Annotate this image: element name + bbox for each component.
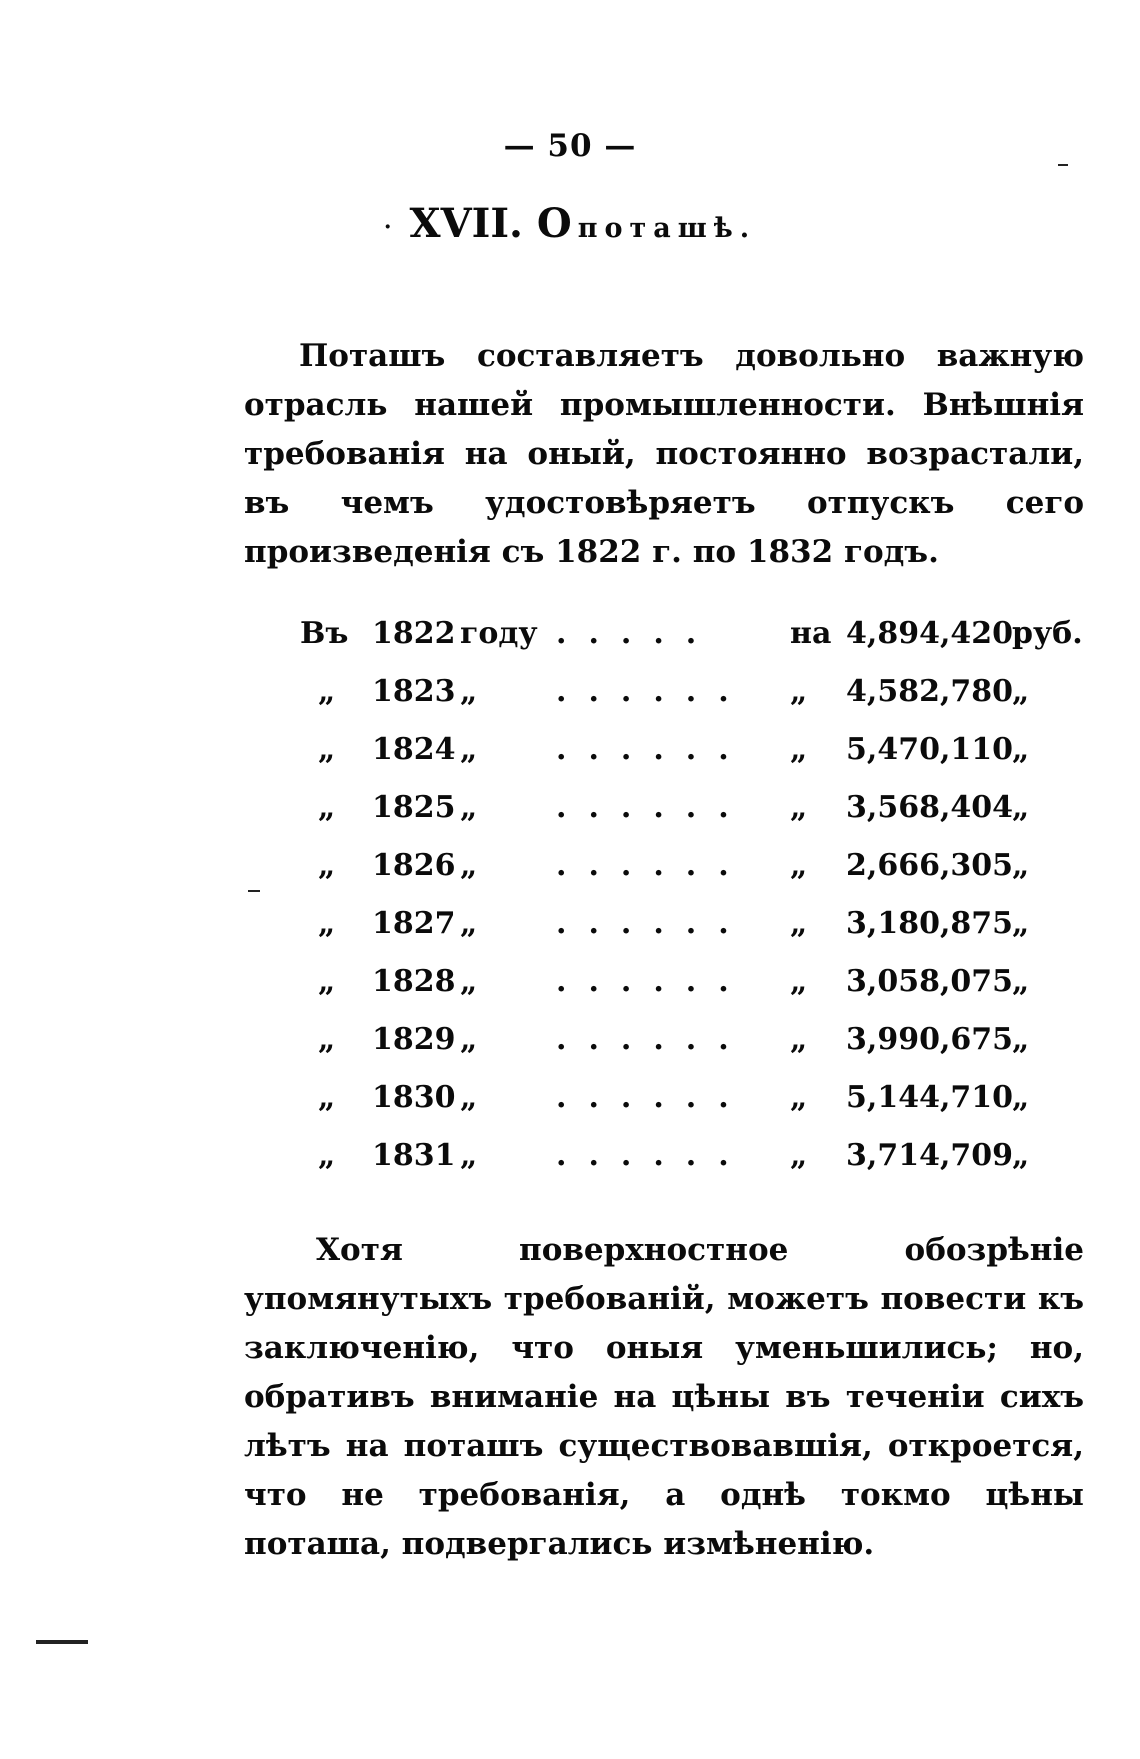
chapter-title [0, 200, 1140, 247]
row-year: 1824 [372, 732, 456, 767]
ditto-mark: „ [790, 964, 808, 999]
row-amount: 5,470,110 [846, 732, 1014, 767]
row-amount: 2,666,305 [846, 848, 1014, 883]
chapter-numeral: XVII. [409, 200, 523, 247]
ditto-mark: „ [318, 906, 336, 941]
ditto-mark: „ [790, 790, 808, 825]
exports-table [0, 616, 1140, 1196]
ditto-mark: „ [1012, 732, 1030, 767]
ditto-mark: „ [1012, 674, 1030, 709]
table-row [0, 616, 1140, 666]
ditto-mark: „ [318, 1138, 336, 1173]
row-leader-dots: ...... [556, 964, 751, 999]
page-number: — 50 — [503, 128, 637, 164]
row-year: 1825 [372, 790, 456, 825]
ditto-mark: „ [318, 1022, 336, 1057]
ditto-mark: „ [790, 1138, 808, 1173]
table-row [0, 1080, 1140, 1130]
row-leader-dots: ...... [556, 790, 751, 825]
table-row [0, 674, 1140, 724]
conclusion-paragraph: Хотя поверхностное обозрѣніе упомянутыхъ требованій, можетъ повести къ заключенію, что оныя уменьшились; но, обративъ вниманіе на цѣны въ теченіи сихъ лѣтъ на поташъ существовавшія, откроется, что не требованія, а однѣ токмо цѣны поташа, подвергались измѣненію. [244, 1232, 1084, 1562]
margin-mark [1058, 164, 1068, 166]
row-leader-dots: ...... [556, 674, 751, 709]
row-year: 1828 [372, 964, 456, 999]
row-on-word: на [790, 616, 832, 651]
ditto-mark: „ [460, 674, 478, 709]
ditto-mark: „ [460, 1138, 478, 1173]
row-amount: 3,058,075 [846, 964, 1014, 999]
ditto-mark: „ [790, 848, 808, 883]
row-year: 1827 [372, 906, 456, 941]
ditto-mark: „ [460, 964, 478, 999]
title-bullet: · [383, 214, 392, 240]
ditto-mark: „ [1012, 906, 1030, 941]
ditto-mark: „ [460, 1022, 478, 1057]
table-row [0, 732, 1140, 782]
row-amount: 3,990,675 [846, 1022, 1014, 1057]
table-row [0, 1022, 1140, 1072]
row-leader-dots: ..... [556, 616, 719, 651]
ditto-mark: „ [1012, 1138, 1030, 1173]
ditto-mark: „ [1012, 790, 1030, 825]
ditto-mark: „ [790, 906, 808, 941]
chapter-subject: поташѣ. [577, 213, 757, 244]
ditto-mark: „ [318, 674, 336, 709]
row-amount: 3,180,875 [846, 906, 1014, 941]
row-amount: 5,144,710 [846, 1080, 1014, 1115]
row-year: 1830 [372, 1080, 456, 1115]
row-amount: 4,582,780 [846, 674, 1014, 709]
ditto-mark: „ [318, 1080, 336, 1115]
row-leader-dots: ...... [556, 1138, 751, 1173]
row-leader-dots: ...... [556, 1080, 751, 1115]
ditto-mark: „ [790, 732, 808, 767]
ditto-mark: „ [1012, 1080, 1030, 1115]
row-prefix: Въ [300, 616, 349, 651]
chapter-preposition: О [536, 200, 572, 247]
row-year: 1831 [372, 1138, 456, 1173]
ditto-mark: „ [460, 1080, 478, 1115]
table-row [0, 790, 1140, 840]
row-amount: 3,568,404 [846, 790, 1014, 825]
table-row [0, 1138, 1140, 1188]
ditto-mark: „ [790, 674, 808, 709]
row-word: году [460, 616, 538, 651]
table-row [0, 848, 1140, 898]
row-leader-dots: ...... [556, 848, 751, 883]
ditto-mark: „ [460, 848, 478, 883]
ditto-mark: „ [790, 1022, 808, 1057]
ditto-mark: „ [460, 906, 478, 941]
row-year: 1826 [372, 848, 456, 883]
ditto-mark: „ [318, 848, 336, 883]
ditto-mark: „ [1012, 848, 1030, 883]
row-leader-dots: ...... [556, 732, 751, 767]
table-row [0, 906, 1140, 956]
row-amount: 4,894,420 [846, 616, 1014, 651]
row-leader-dots: ...... [556, 906, 751, 941]
table-row [0, 964, 1140, 1014]
ditto-mark: „ [460, 790, 478, 825]
row-year: 1829 [372, 1022, 456, 1057]
row-amount: 3,714,709 [846, 1138, 1014, 1173]
margin-mark [248, 890, 260, 892]
ditto-mark: „ [1012, 1022, 1030, 1057]
ditto-mark: „ [318, 790, 336, 825]
margin-mark [36, 1640, 88, 1644]
ditto-mark: „ [790, 1080, 808, 1115]
row-year: 1823 [372, 674, 456, 709]
ditto-mark: „ [318, 964, 336, 999]
ditto-mark: „ [318, 732, 336, 767]
row-unit: руб. [1012, 616, 1083, 651]
ditto-mark: „ [1012, 964, 1030, 999]
row-leader-dots: ...... [556, 1022, 751, 1057]
intro-paragraph: Поташъ составляетъ довольно важную отрасль нашей промышленности. Внѣшнія требованія на оный, постоянно возрастали, въ чемъ удостовѣряетъ отпускъ сего произведенія съ 1822 г. по 1832 годъ. [244, 338, 1084, 570]
row-year: 1822 [372, 616, 456, 651]
ditto-mark: „ [460, 732, 478, 767]
